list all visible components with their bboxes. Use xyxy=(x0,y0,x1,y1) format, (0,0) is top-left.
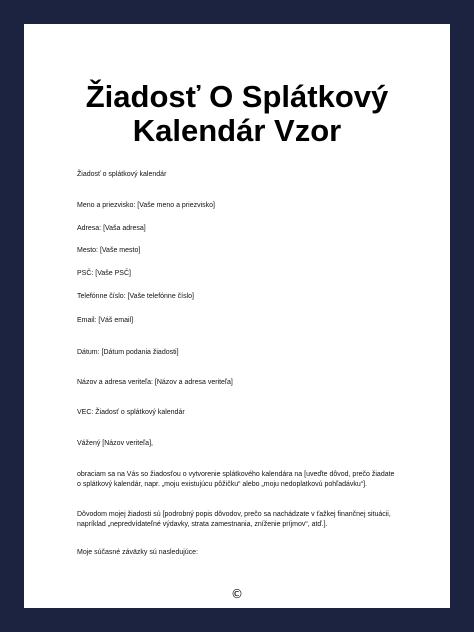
request-paragraph: obraciam sa na Vás so žiadosťou o vytvorenie splátkového kalendára na [uveďte dôvod, prečo žiadate o splátkový kalendár, napr. „moju existujúcu pôžičku“ alebo „moju nedoplatkovú pohľadávku“]. xyxy=(77,471,395,488)
copyright-icon: © xyxy=(231,587,243,601)
document-title-line-1: Žiadosť O Splátkový xyxy=(85,79,389,114)
reason-paragraph: Dôvodom mojej žiadosti sú [podrobný popis dôvodov, prečo sa nachádzate v ťažkej finančnej situácii, napríklad „nepredvídateľné výdavky, strata zamestnania, zníženie príjmov“, atď.]. xyxy=(77,511,391,528)
letter-heading: Žiadosť o splátkový kalendár xyxy=(77,171,167,178)
document-title-line-2: Kalendár Vzor xyxy=(132,113,342,148)
postal-code-field-line: PSČ: [Vaše PSČ] xyxy=(77,270,131,277)
phone-field-line: Telefónne číslo: [Vaše telefónne číslo] xyxy=(77,293,194,300)
email-field-line: Email: [Váš email] xyxy=(77,317,134,324)
name-field-line: Meno a priezvisko: [Vaše meno a priezvisko] xyxy=(77,202,215,209)
subject-line: VEC: Žiadosť o splátkový kalendár xyxy=(77,409,185,416)
city-field-line: Mesto: [Vaše mesto] xyxy=(77,247,141,254)
address-field-line: Adresa: [Vaša adresa] xyxy=(77,225,146,232)
date-field-line: Dátum: [Dátum podania žiadosti] xyxy=(77,349,179,356)
document-page xyxy=(24,24,450,608)
salutation-line: Vážený [Názov veriteľa], xyxy=(77,440,153,447)
document-title xyxy=(24,80,450,148)
obligations-line: Moje súčasné záväzky sú nasledujúce: xyxy=(77,549,199,556)
creditor-field-line: Názov a adresa veriteľa: [Názov a adresa veriteľa] xyxy=(77,379,233,386)
